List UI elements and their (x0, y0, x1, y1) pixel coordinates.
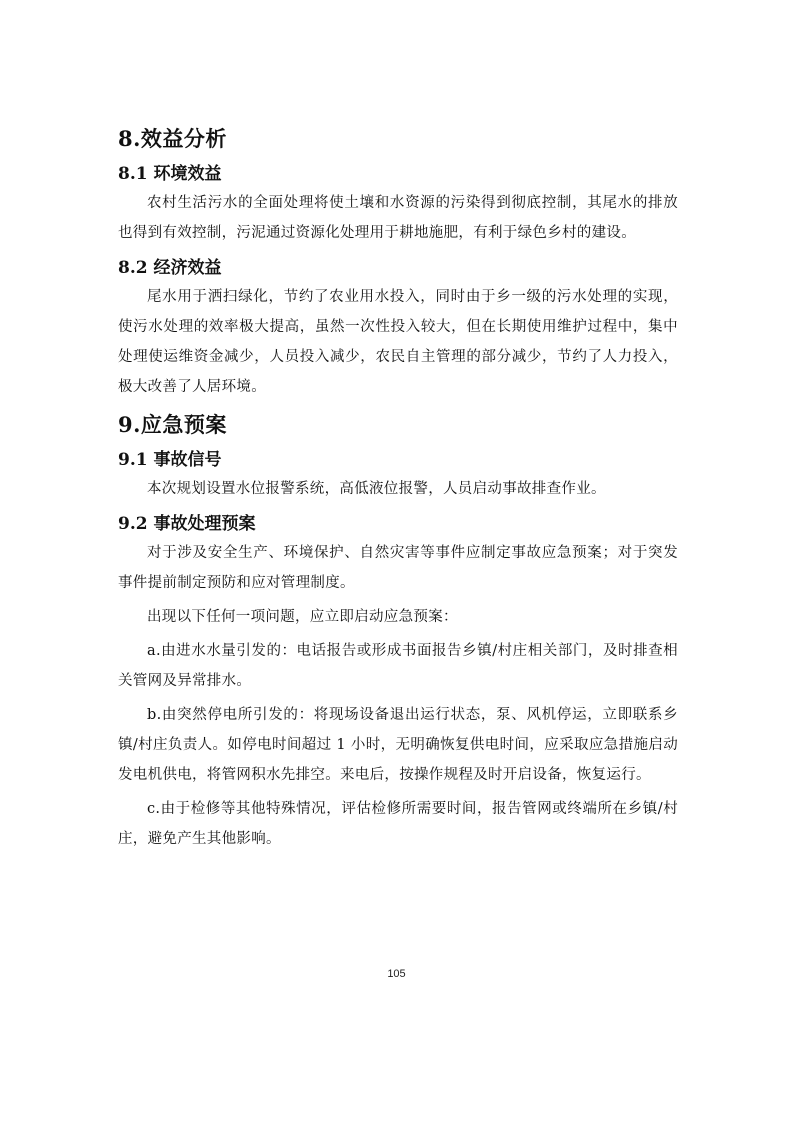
subsection-title-9-2: 9.2 事故处理预案 (118, 514, 256, 534)
subsection-title-8-2: 8.2 经济效益 (118, 258, 222, 278)
subsection-title-9-1: 9.1 事故信号 (118, 450, 222, 470)
paragraph-9-2-item-b: b.由突然停电所引发的：将现场设备退出运行状态，泵、风机停运，立即联系乡镇/村庄负责人。如停电时间超过 1 小时，无明确恢复供电时间，应采取应急措施启动发电机供电，将管网积水先排空。来电后，按操作规程及时开启设备，恢复运行。 (118, 707, 678, 783)
paragraph-9-2-item-c: c.由于检修等其他特殊情况，评估检修所需要时间，报告管网或终端所在乡镇/村庄，避免产生其他影响。 (118, 801, 678, 847)
page-content (118, 124, 678, 854)
paragraph-9-2-trigger: 出现以下任何一项问题，应立即启动应急预案： (147, 609, 458, 625)
section-title-8: 8.效益分析 (118, 126, 227, 151)
paragraph-8-1: 农村生活污水的全面处理将使土壤和水资源的污染得到彻底控制，其尾水的排放也得到有效控制，污泥通过资源化处理用于耕地施肥，有利于绿色乡村的建设。 (118, 195, 678, 241)
page-number: 105 (387, 968, 406, 980)
paragraph-9-1: 本次规划设置水位报警系统，高低液位报警，人员启动事故排查作业。 (147, 481, 606, 497)
subsection-title-8-1: 8.1 环境效益 (118, 164, 222, 184)
paragraph-8-2: 尾水用于洒扫绿化，节约了农业用水投入，同时由于乡一级的污水处理的实现，使污水处理的效率极大提高，虽然一次性投入较大，但在长期使用维护过程中，集中处理使运维资金减少，人员投入减少，农民自主管理的部分减少，节约了人力投入，极大改善了人居环境。 (118, 289, 678, 395)
paragraph-9-2-item-a: a.由进水水量引发的：电话报告或形成书面报告乡镇/村庄相关部门，及时排查相关管网及异常排水。 (118, 643, 678, 689)
paragraph-9-2-intro: 对于涉及安全生产、环境保护、自然灾害等事件应制定事故应急预案；对于突发事件提前制定预防和应对管理制度。 (118, 545, 678, 591)
section-title-9: 9.应急预案 (118, 412, 227, 437)
